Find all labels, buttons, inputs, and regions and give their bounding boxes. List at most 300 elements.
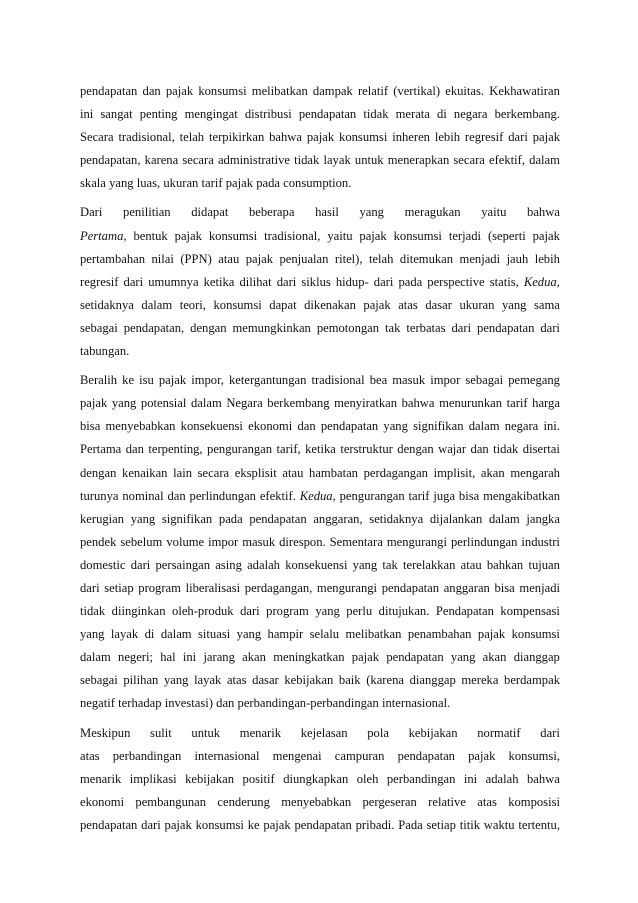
paragraph-2 — [80, 201, 560, 363]
word: dari — [508, 130, 528, 145]
word: konsumsi — [198, 84, 247, 98]
word: pajak — [532, 130, 560, 145]
word: menjadi — [459, 251, 501, 266]
word: yang — [163, 673, 189, 688]
word: konsumsi — [511, 627, 560, 642]
word: pajak — [80, 396, 108, 411]
word: wajar — [438, 442, 467, 457]
text-line — [80, 600, 560, 623]
word: pada — [398, 274, 423, 289]
text-line — [80, 80, 560, 103]
word: diinginkan — [111, 604, 166, 619]
word: oleh — [356, 771, 379, 786]
word: eksplisit — [234, 465, 277, 480]
text-line — [80, 485, 560, 508]
text-line — [80, 225, 560, 248]
word: perlindungan — [189, 488, 256, 503]
word: terbatas — [406, 320, 446, 335]
text-line — [80, 172, 560, 195]
word: Pertama, — [80, 228, 127, 243]
word: bisa — [458, 488, 480, 503]
word: terpikirkan — [208, 130, 265, 145]
word: atau — [460, 557, 482, 572]
word: dan — [125, 442, 144, 457]
word: signifikan — [161, 511, 213, 526]
word: mengurangi — [316, 580, 378, 595]
word: titik — [459, 817, 480, 832]
word: didapat — [191, 205, 229, 220]
word: dengan — [397, 442, 434, 457]
word: dari — [130, 557, 151, 572]
word: tradisional — [311, 373, 365, 388]
text-line — [80, 745, 560, 768]
document-page — [80, 80, 560, 843]
word: mengarah — [510, 465, 560, 480]
word: tarif — [506, 396, 528, 411]
word: pendapatan — [477, 320, 535, 335]
word: bahwa — [269, 130, 302, 145]
word: dalam — [160, 627, 192, 642]
text-line — [80, 248, 560, 271]
word: melibatkan — [345, 627, 402, 642]
word: (vertikal) — [393, 84, 441, 98]
word: distribusi — [244, 107, 292, 122]
word: baik — [338, 673, 361, 688]
word: Kedua, — [299, 488, 336, 503]
text-line — [80, 392, 560, 415]
word: kebijakan — [185, 771, 235, 786]
word: mereka — [461, 673, 499, 688]
paragraph-4 — [80, 722, 560, 837]
word: bea — [369, 373, 388, 388]
text-line — [80, 722, 560, 745]
word: teori, — [179, 297, 206, 312]
word: adalah — [247, 557, 280, 572]
word: dalam — [141, 297, 173, 312]
word: Meskipun — [80, 725, 131, 740]
word: dari — [141, 817, 161, 832]
text-line — [80, 768, 560, 791]
word: selalu — [309, 627, 340, 642]
word: isu — [139, 373, 154, 388]
word: pada — [218, 511, 243, 526]
word: diungkapkan — [283, 771, 349, 786]
word: penambahan — [407, 627, 472, 642]
word: ini — [463, 771, 478, 786]
word: tidak — [493, 442, 519, 457]
word: tak — [385, 320, 401, 335]
word: terpenting, — [148, 442, 203, 457]
word: pendek — [80, 534, 117, 549]
word: bisa — [494, 580, 515, 595]
word: pertambahan — [80, 251, 146, 266]
word: bahwa — [401, 396, 435, 411]
word: dijalankan — [429, 511, 483, 526]
word: investasi) — [164, 696, 213, 711]
word: inheren — [392, 130, 430, 145]
word: terjadi — [448, 228, 482, 243]
word: hambatan — [309, 465, 358, 480]
word: yang — [80, 627, 105, 642]
word: implisit, — [433, 465, 476, 480]
word: Negara — [226, 396, 263, 411]
word: atas — [477, 794, 497, 809]
word: nilai — [151, 251, 174, 266]
word: sebagai — [465, 373, 504, 388]
word: konsekuensi — [285, 557, 348, 572]
word: statis, — [489, 274, 519, 289]
word: dan — [470, 442, 489, 457]
word: dalam — [190, 396, 222, 411]
word: anggaran, — [313, 511, 363, 526]
word: tabungan. — [80, 344, 130, 359]
word: harga — [532, 396, 560, 411]
word: masuk — [392, 373, 426, 388]
word: pendapatan, — [123, 320, 185, 335]
word: pengurangan — [207, 442, 273, 457]
word: Pada — [398, 817, 423, 832]
word: ekuitas. — [445, 84, 485, 98]
word: untuk — [354, 153, 384, 168]
word: hidup- — [335, 274, 369, 289]
word: tradisional, — [118, 130, 175, 145]
word: melibatkan — [251, 84, 308, 98]
word: sama — [533, 297, 560, 312]
word: internasional. — [382, 696, 451, 711]
word: atas — [80, 748, 100, 763]
word: atas — [398, 297, 418, 312]
word: konsekuensi — [180, 419, 243, 434]
word: disertai — [522, 442, 560, 457]
word: di — [437, 107, 447, 122]
word: secara — [197, 465, 230, 480]
word: ditujukan. — [378, 604, 430, 619]
word: lebih — [534, 251, 560, 266]
word: normatif — [477, 725, 521, 740]
word: mengurangi — [386, 534, 447, 549]
word: sebelum — [120, 534, 163, 549]
word: bentuk — [133, 228, 168, 243]
word: sulit — [150, 725, 172, 740]
word: ritel), — [334, 251, 363, 266]
word: layak — [323, 153, 351, 168]
word: Beralih — [80, 373, 118, 388]
word: hal — [160, 650, 176, 665]
word: nominal — [122, 488, 164, 503]
word: pajak — [164, 817, 192, 832]
word: tak — [382, 557, 398, 572]
word: yang — [111, 396, 137, 411]
text-line — [80, 508, 560, 531]
word: layak — [194, 673, 222, 688]
word: efektif. — [259, 488, 296, 503]
word: yaitu — [327, 228, 353, 243]
word: siklus — [301, 274, 331, 289]
word: jauh — [506, 251, 529, 266]
word: relatif — [357, 84, 389, 98]
word: regresif — [464, 130, 504, 145]
word: konsumsi — [195, 817, 244, 832]
word: pajak — [359, 228, 387, 243]
word: akan — [480, 465, 505, 480]
word: mengingat — [184, 107, 238, 122]
word: jarang — [203, 650, 235, 665]
word: menarik — [80, 771, 122, 786]
word: menurunkan — [439, 396, 503, 411]
word: yang — [352, 557, 378, 572]
word: impor — [430, 373, 461, 388]
word: akan — [482, 650, 507, 665]
word: pendapatan — [80, 817, 138, 832]
word: (seperti — [487, 228, 526, 243]
word: pajak — [532, 228, 560, 243]
word: perbandingan — [386, 771, 456, 786]
word: dari — [451, 320, 472, 335]
word: dan — [142, 84, 161, 98]
word: pajak — [263, 817, 291, 832]
word: pergeseran — [362, 794, 417, 809]
word: pendapatan — [320, 419, 379, 434]
word: dari — [276, 274, 297, 289]
word: pendapatan — [298, 107, 357, 122]
word: tarif — [201, 176, 223, 191]
word: tradisional, — [264, 228, 321, 243]
word: pada — [256, 176, 280, 191]
word: yang — [359, 205, 384, 220]
word: menerapkan — [387, 153, 450, 168]
word: campuran — [334, 748, 385, 763]
word: Kekhawatiran — [489, 84, 560, 98]
word: konsumsi, — [508, 748, 560, 763]
word: dari — [540, 725, 560, 740]
word: negara — [453, 107, 488, 122]
word: ekonomi — [248, 419, 293, 434]
word: situasi — [198, 627, 231, 642]
word: merata — [395, 107, 430, 122]
word: ke — [122, 373, 135, 388]
text-line — [80, 462, 560, 485]
word: kebijakan — [284, 673, 334, 688]
word: setiap — [426, 817, 456, 832]
word: mengakibatkan — [483, 488, 560, 503]
word: kebijakan — [408, 725, 458, 740]
word: terhadap — [118, 696, 162, 711]
word: ini. — [543, 419, 560, 434]
word: berkembang. — [494, 107, 560, 122]
word: volume — [166, 534, 205, 549]
word: impor — [208, 534, 239, 549]
word: pendapatan — [294, 817, 352, 832]
word: perdagangan — [363, 465, 428, 480]
word: ketika — [305, 442, 336, 457]
word: dari — [80, 580, 100, 595]
text-line — [80, 340, 560, 363]
word: ekonomi — [80, 794, 125, 809]
word: dalam — [80, 650, 111, 665]
word: pajak — [225, 176, 253, 191]
word: secara — [182, 153, 214, 168]
word: berkembang — [267, 396, 330, 411]
word: pajak — [477, 627, 506, 642]
word: atas — [226, 673, 247, 688]
word: kerugian — [80, 511, 125, 526]
word: menarik — [239, 725, 282, 740]
word: pilihan — [123, 673, 159, 688]
word: negatif — [80, 696, 115, 711]
word: negara — [504, 419, 539, 434]
word: dalam — [488, 511, 520, 526]
word: lain — [173, 465, 193, 480]
word: pajak — [158, 373, 187, 388]
word: dari — [123, 274, 144, 289]
word: pendapatan, — [80, 153, 141, 168]
word: oleh-produk — [172, 604, 234, 619]
word: tidak — [363, 107, 389, 122]
word: relative — [428, 794, 466, 809]
word: ini — [80, 107, 94, 122]
word: dan — [216, 696, 235, 711]
text-line — [80, 791, 560, 814]
word: pajak — [165, 84, 194, 98]
word: adalah — [485, 771, 519, 786]
word: skala — [80, 176, 106, 191]
text-line — [80, 692, 560, 715]
word: luas, — [136, 176, 161, 191]
word: konsumsi — [393, 228, 442, 243]
word: telah — [179, 130, 205, 145]
word: dasar — [252, 673, 279, 688]
word: pendapatan — [249, 511, 307, 526]
word: asing — [215, 557, 242, 572]
word: ke — [247, 817, 260, 832]
word: juga — [433, 488, 456, 503]
word: pengurangan — [339, 488, 405, 503]
word: ketergantungan — [229, 373, 307, 388]
word: dari — [240, 604, 260, 619]
word: berdampak — [504, 673, 560, 688]
word: perlu — [346, 604, 373, 619]
word: setidaknya — [80, 297, 134, 312]
word: bahwa — [527, 205, 560, 220]
word: pemegang — [508, 373, 560, 388]
word: pendapatan — [80, 84, 138, 98]
word: perspective — [427, 274, 485, 289]
word: pembangunan — [135, 794, 207, 809]
word: terstruktur — [340, 442, 393, 457]
word: masuk — [242, 534, 276, 549]
word: umumnya — [148, 274, 199, 289]
word: kenaikan — [122, 465, 168, 480]
word: liberalisasi — [185, 580, 241, 595]
word: perdagangan, — [244, 580, 313, 595]
text-line — [80, 149, 560, 172]
word: setiap — [104, 580, 134, 595]
word: hasil — [315, 205, 339, 220]
word: tarif — [408, 488, 430, 503]
word: negeri; — [118, 650, 153, 665]
word: menyebabkan — [105, 419, 176, 434]
word: pajak — [306, 130, 335, 145]
text-line — [80, 201, 560, 224]
word: dilihat — [239, 274, 272, 289]
word: implikasi — [129, 771, 177, 786]
word: atau — [282, 465, 304, 480]
word: menyebabkan — [281, 794, 352, 809]
word: penjualan — [279, 251, 329, 266]
word: persaingan — [155, 557, 211, 572]
word: perbandingan — [112, 748, 182, 763]
word: ukuran — [163, 176, 199, 191]
word: dasar — [425, 297, 452, 312]
word: menyiratkan — [334, 396, 398, 411]
word: pemotongan — [316, 320, 380, 335]
word: yang — [383, 419, 408, 434]
word: ditemukan — [399, 251, 454, 266]
word: sangat — [100, 107, 133, 122]
word: Sementara — [329, 534, 383, 549]
word: terelakkan — [402, 557, 456, 572]
text-line — [80, 438, 560, 461]
word: pribadi. — [355, 817, 395, 832]
word: potensial — [140, 396, 187, 411]
word: komposisi — [508, 794, 560, 809]
word: dari — [540, 320, 560, 335]
word: kejelasan — [300, 725, 348, 740]
word: memungkinkan — [232, 320, 311, 335]
paragraph-3 — [80, 369, 560, 715]
word: yang — [315, 604, 340, 619]
word: tertentu, — [518, 817, 560, 832]
paragraph-1 — [80, 80, 560, 195]
word: pajak — [351, 650, 380, 665]
word: karena — [144, 153, 179, 168]
word: industri — [521, 534, 560, 549]
word: yang — [450, 650, 476, 665]
word: (karena — [366, 673, 404, 688]
word: anggaran — [443, 580, 490, 595]
word: ukuran — [459, 297, 495, 312]
word: menjadi — [519, 580, 560, 595]
word: dan — [297, 419, 316, 434]
text-line — [80, 271, 560, 294]
word: dari — [373, 274, 394, 289]
word: setidaknya — [369, 511, 424, 526]
word: untuk — [191, 725, 221, 740]
word: pajak — [245, 251, 274, 266]
word: cenderung — [217, 794, 270, 809]
word: Pendapatan — [435, 604, 494, 619]
text-line — [80, 669, 560, 692]
word: waktu — [483, 817, 515, 832]
word: dan — [167, 488, 186, 503]
word: perbandingan-perbandingan — [237, 696, 379, 711]
text-line — [80, 294, 560, 317]
text-line — [80, 577, 560, 600]
word: tidak — [80, 604, 106, 619]
word: internasional — [194, 748, 260, 763]
word: dapat — [269, 297, 297, 312]
text-line — [80, 623, 560, 646]
word: yang — [236, 627, 262, 642]
word: perlindungan — [450, 534, 518, 549]
word: administrative — [217, 153, 290, 168]
word: (PPN) — [180, 251, 212, 266]
text-line — [80, 415, 560, 438]
word: tujuan — [528, 557, 560, 572]
word: Secara — [80, 130, 114, 145]
word: dianggap — [513, 650, 560, 665]
word: pendapatan — [397, 748, 455, 763]
